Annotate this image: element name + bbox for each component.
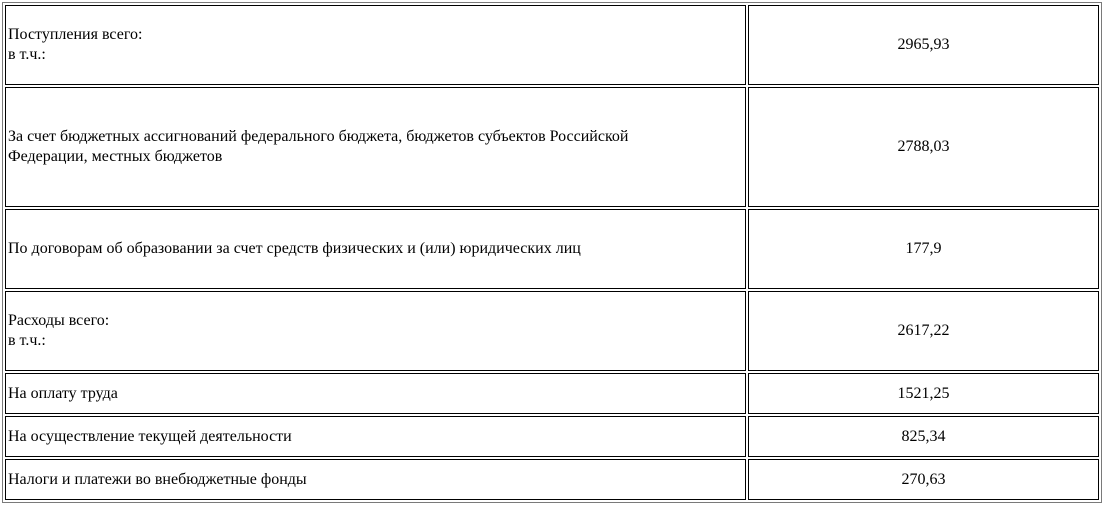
table-row [5, 416, 1099, 457]
row-label-cell [5, 373, 746, 414]
row-value: 177,9 [748, 209, 1099, 289]
row-label: Поступления всего: [8, 26, 143, 43]
table-row [5, 291, 1099, 371]
row-label: Расходы всего: [8, 312, 110, 329]
row-label: Налоги и платежи во внебюджетные фонды [8, 470, 307, 488]
row-value: 825,34 [748, 416, 1099, 457]
row-value: 2617,22 [748, 291, 1099, 371]
table-row [5, 459, 1099, 500]
row-label-cell [5, 5, 746, 85]
row-label-sub: в т.ч.: [8, 332, 46, 349]
row-value: 1521,25 [748, 373, 1099, 414]
row-value: 270,63 [748, 459, 1099, 500]
row-label-sub: Федерации, местных бюджетов [8, 148, 223, 165]
row-value: 2788,03 [748, 87, 1099, 207]
row-label-cell [5, 416, 746, 457]
row-label: На оплату труда [8, 384, 118, 402]
row-label-cell [5, 87, 746, 207]
row-value: 2965,93 [748, 5, 1099, 85]
row-label-cell [5, 459, 746, 500]
row-label-sub: в т.ч.: [8, 46, 46, 63]
row-label: По договорам об образовании за счет средств физических и (или) юридических лиц [8, 240, 581, 257]
row-label-cell [5, 291, 746, 371]
table-row [5, 5, 1099, 85]
row-label: На осуществление текущей деятельности [8, 427, 292, 445]
table-row [5, 87, 1099, 207]
row-label-cell [5, 209, 746, 289]
row-label: За счет бюджетных ассигнований федерального бюджета, бюджетов субъектов Российской [8, 128, 629, 145]
financial-table [2, 2, 1102, 503]
table-row [5, 373, 1099, 414]
table-row [5, 209, 1099, 289]
